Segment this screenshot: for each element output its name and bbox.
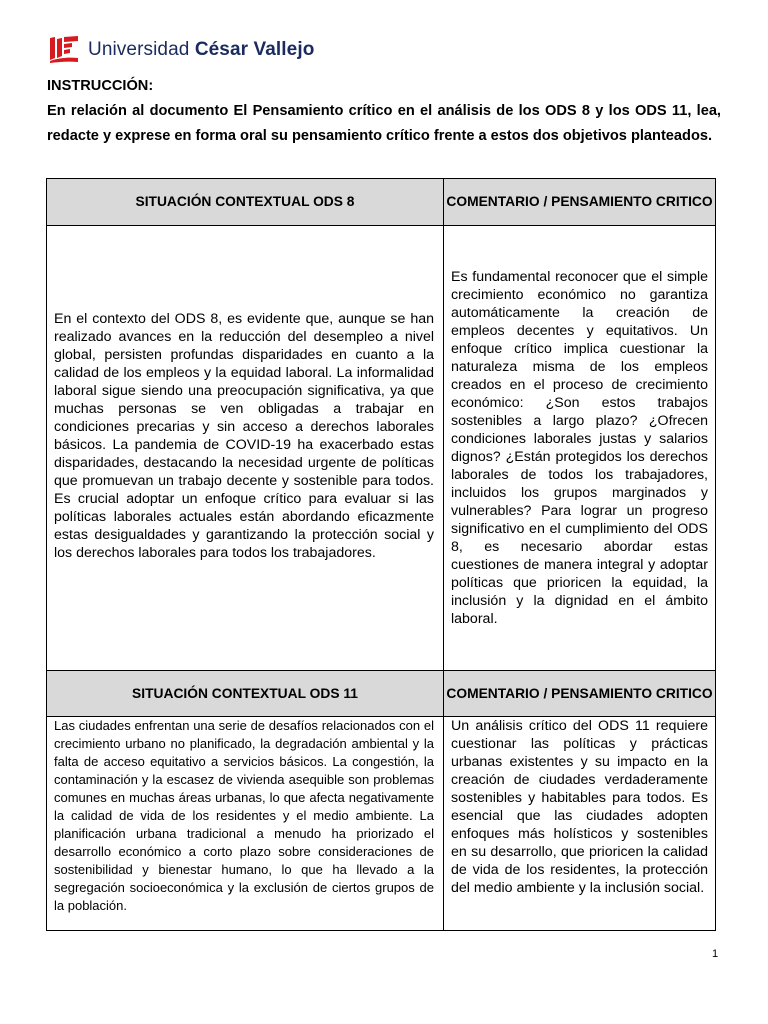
- ods8-situation-text: En el contexto del ODS 8, es evidente que, aunque se han realizado avances en la reducción del desempleo a nivel global, persisten profundas disparidades en cuanto a la calidad de los empleos y la equidad laboral. La informalidad laboral sigue siendo una preocupación significativa, ya que muchas personas se ven obligadas a trabajar en condiciones precarias y sin acceso a derechos laborales básicos. La pandemia de COVID-19 ha exacerbado estas disparidades, destacando la necesidad urgente de políticas que promuevan un trabajo decente y sostenible para todos. Es crucial adoptar un enfoque crítico para evaluar si las políticas laborales actuales están abordando eficazmente estas desigualdades y garantizando la protección social y los derechos laborales para todos los trabajadores.: [47, 226, 444, 671]
- ods11-situation-header: SITUACIÓN CONTEXTUAL ODS 11: [47, 671, 444, 717]
- university-name: [88, 39, 314, 61]
- instruction-body: En relación al documento El Pensamiento crítico en el análisis de los ODS 8 y los ODS 11, lea, redacte y exprese en forma oral su pensamiento crítico frente a estos dos objetivos planteados.: [47, 103, 721, 144]
- table-row: [47, 671, 716, 717]
- table-row: [47, 226, 716, 671]
- ods8-comment-text: Es fundamental reconocer que el simple crecimiento económico no garantiza automáticamente la creación de empleos decentes y equitativos. Un enfoque crítico implica cuestionar la naturaleza misma de los empleos creados en el proceso de crecimiento económico: ¿Son estos trabajos sostenibles a largo plazo? ¿Ofrecen condiciones laborales justas y salarios dignos? ¿Están protegidos los derechos laborales de todos los trabajadores, incluidos los grupos marginados y vulnerables? Para lograr un progreso significativo en el cumplimiento del ODS 8, es necesario abordar estas cuestiones de manera integral y adoptar políticas que prioricen la equidad, la inclusión y la dignidad en el ámbito laboral.: [444, 226, 716, 671]
- ods11-situation-text: Las ciudades enfrentan una serie de desafíos relacionados con el crecimiento urbano no planificado, la degradación ambiental y la falta de acceso equitativo a servicios básicos. La congestión, la contaminación y la escasez de vivienda asequible son problemas comunes en muchas áreas urbanas, lo que afecta negativamente la calidad de vida de los residentes y el medio ambiente. La planificación urbana tradicional a menudo ha priorizado el desarrollo económico a corto plazo sobre consideraciones de sostenibilidad y bienestar humano, lo que ha llevado a la segregación socioeconómica y la exclusión de ciertos grupos de la población.: [47, 717, 444, 931]
- university-name-regular: Universidad: [88, 38, 195, 60]
- university-name-bold: César Vallejo: [194, 38, 315, 60]
- university-emblem-icon: [48, 36, 80, 63]
- ods8-comment-header: COMENTARIO / PENSAMIENTO CRITICO: [444, 179, 716, 226]
- page-number: 1: [712, 948, 719, 960]
- instruction-title: INSTRUCCIÓN:: [47, 78, 154, 94]
- instruction-block: [47, 74, 721, 149]
- ods11-comment-text: Un análisis crítico del ODS 11 requiere cuestionar las políticas y prácticas urbanas existentes y su impacto en la creación de ciudades verdaderamente sostenibles y habitables para todos. Es esencial que las ciudades adopten enfoques más holísticos y sostenibles en su desarrollo, que prioricen la calidad de vida de los residentes, la protección del medio ambiente y la inclusión social.: [444, 717, 716, 931]
- table-row: [47, 717, 716, 931]
- ods8-situation-header: SITUACIÓN CONTEXTUAL ODS 8: [47, 179, 444, 226]
- university-logo: [48, 36, 314, 63]
- ods11-comment-header: COMENTARIO / PENSAMIENTO CRITICO: [444, 671, 716, 717]
- ods-table: [46, 178, 716, 931]
- table-row: [47, 179, 716, 226]
